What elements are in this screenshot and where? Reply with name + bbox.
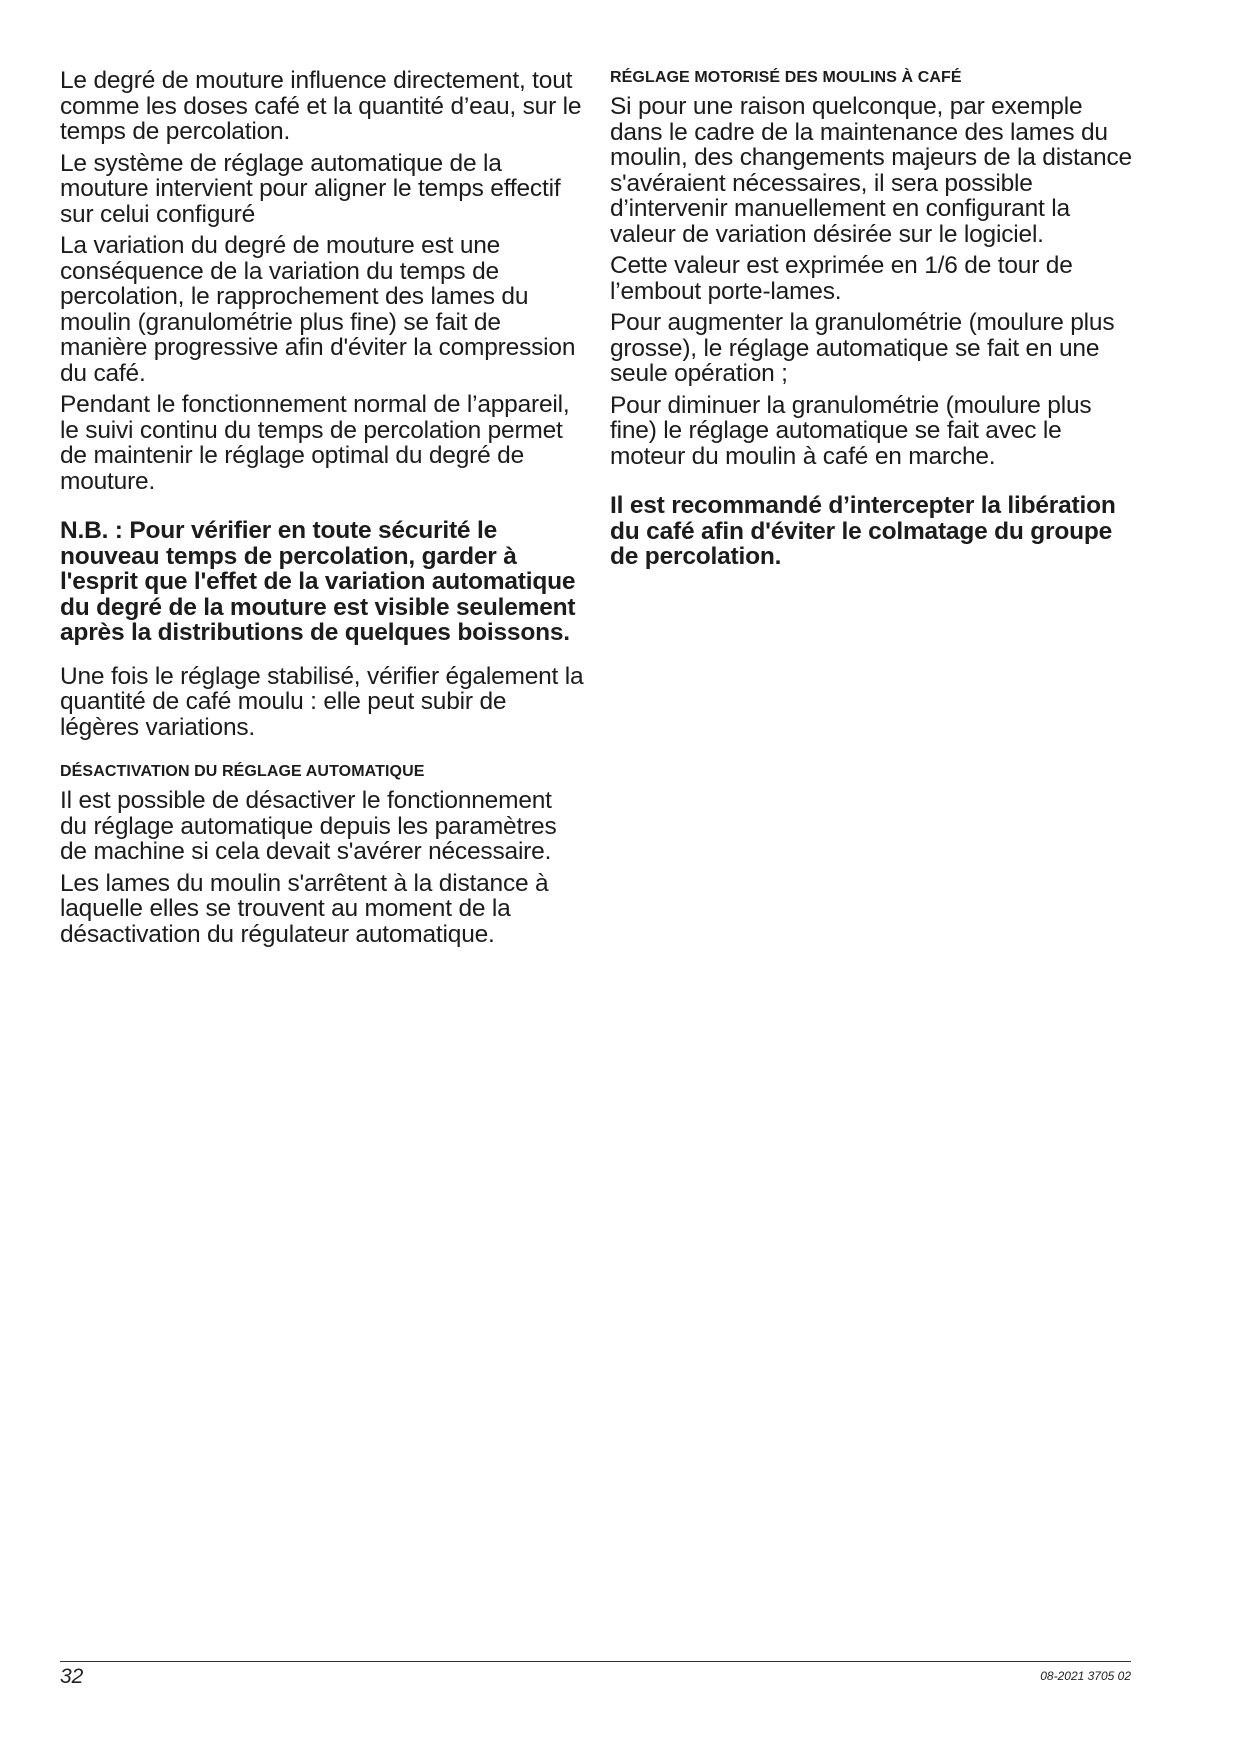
right-column [610, 68, 1135, 588]
paragraph-deactivate-possible: Il est possible de désactiver le fonctionnement du réglage automatique depuis les paramètres de machine si cela devait s'avérer nécessaire. [60, 787, 557, 865]
recommendation-note: Il est recommandé d’intercepter la libération du café afin d'éviter le colmatage du groupe de percolation. [610, 492, 1116, 570]
safety-note: N.B. : Pour vérifier en toute sécurité le nouveau temps de percolation, garder à l'esprit que l'effet de la variation automatique du degré de la mouture est visible seulement après la distributions de quelques boissons. [60, 517, 576, 646]
document-reference: 08-2021 3705 02 [1040, 1669, 1131, 1683]
paragraph-decrease-granulometry: Pour diminuer la granulométrie (moulure plus fine) le réglage automatique se fait avec le moteur du moulin à café en marche. [610, 391, 1092, 470]
paragraph-auto-adjust-system: Le système de réglage automatique de la mouture intervient pour aligner le temps effectif sur celui configuré [60, 149, 561, 228]
paragraph-increase-granulometry: Pour augmenter la granulométrie (moulure plus grosse), le réglage automatique se fait en une seule opération ; [610, 309, 1115, 387]
paragraph-grind-influence: Le degré de mouture influence directement, tout comme les doses café et la quantité d’eau, sur le temps de percolation. [60, 67, 582, 145]
heading-deactivation: DÉSACTIVATION DU RÉGLAGE AUTOMATIQUE [60, 763, 425, 780]
paragraph-value-unit: Cette valeur est exprimée en 1/6 de tour de l’embout porte-lames. [610, 252, 1073, 305]
paragraph-manual-intervention: Si pour une raison quelconque, par exemple dans le cadre de la maintenance des lames du moulin, des changements majeurs de la distance s'avéraient nécessaires, il sera possible d’intervenir manuellement en configurant la valeur de variation désirée sur le logiciel. [610, 93, 1132, 248]
paragraph-blades-stop: Les lames du moulin s'arrêtent à la distance à laquelle elles se trouvent au moment de la désactivation du régulateur automatique. [60, 869, 549, 948]
page-number: 32 [60, 1665, 84, 1688]
footer-divider [60, 1661, 1131, 1662]
paragraph-normal-operation: Pendant le fonctionnement normal de l’appareil, le suivi continu du temps de percolation permet de maintenir le réglage optimal du degré de mouture. [60, 391, 570, 495]
paragraph-grind-variation: La variation du degré de mouture est une conséquence de la variation du temps de percolation, le rapprochement des lames du moulin (granulométrie plus fine) se fait de manière progressive afin d'éviter la compression du café. [60, 232, 576, 387]
heading-motorized-adjustment: RÉGLAGE MOTORISÉ DES MOULINS À CAFÉ [610, 69, 962, 86]
left-column [60, 68, 585, 953]
paragraph-check-quantity: Une fois le réglage stabilisé, vérifier également la quantité de café moulu : elle peut subir de légères variations. [60, 662, 584, 741]
